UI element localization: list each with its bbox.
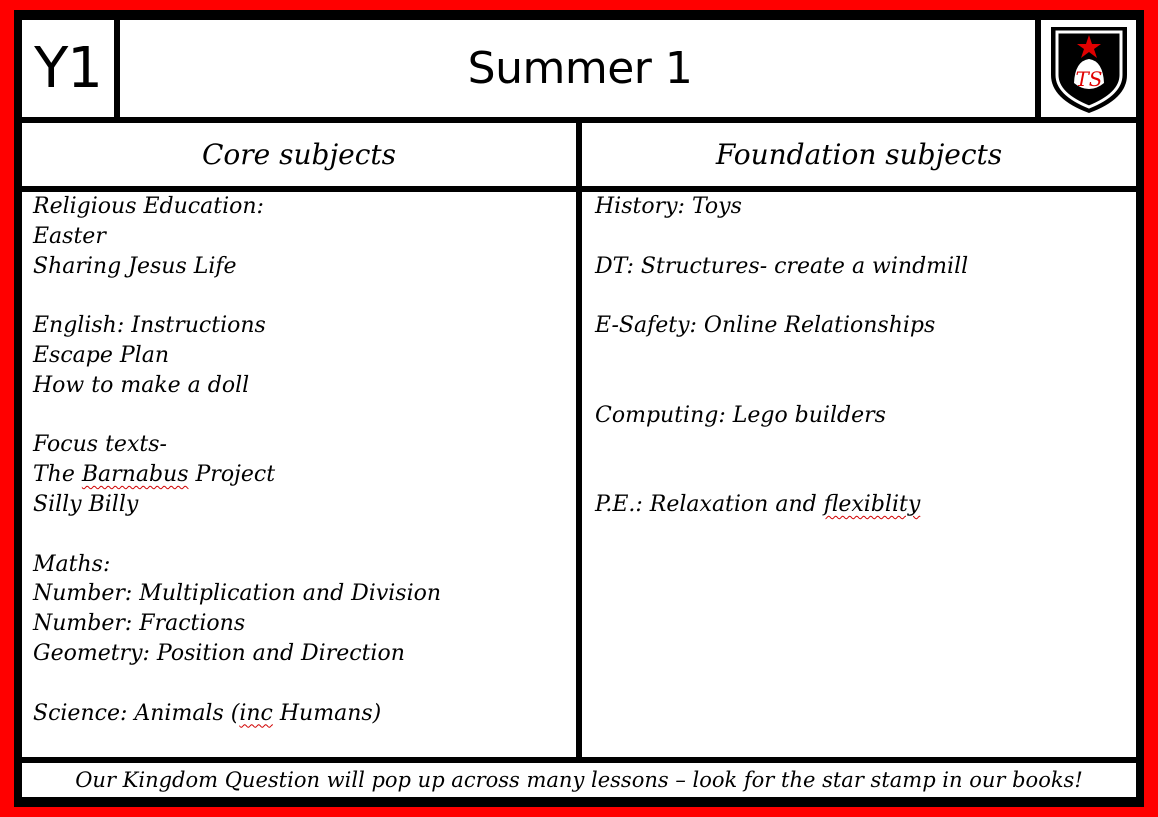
list-item <box>33 460 573 490</box>
school-crest-logo <box>1041 20 1136 117</box>
maths-heading: Maths: <box>33 551 111 577</box>
kingdom-question-footer: Our Kingdom Question will pop up across many lessons – look for the star stamp in our books! <box>75 768 1083 792</box>
core-subjects-list <box>33 192 573 728</box>
english-heading: English: Instructions <box>33 313 266 339</box>
spellcheck-word: inc <box>239 700 273 726</box>
list-item: Escape Plan <box>33 342 170 368</box>
crest-icon <box>1045 23 1133 115</box>
list-item: Silly Billy <box>33 491 139 517</box>
list-item: How to make a doll <box>33 372 250 398</box>
science-item <box>33 699 573 729</box>
dt-item: DT: Structures- create a windmill <box>595 253 969 279</box>
term-title: Summer 1 <box>467 43 693 94</box>
computing-item: Computing: Lego builders <box>595 402 886 428</box>
pe-item <box>595 490 1125 520</box>
list-item: Number: Fractions <box>33 611 246 637</box>
foundation-subjects-heading: Foundation subjects <box>715 138 1003 171</box>
text-run: The <box>33 462 82 488</box>
spellcheck-word: Barnabus <box>81 462 189 488</box>
list-item: Geometry: Position and Direction <box>33 640 405 666</box>
list-item: Sharing Jesus Life <box>33 253 237 279</box>
divider <box>576 117 582 763</box>
history-item: History: Toys <box>595 194 742 219</box>
list-item: Easter <box>33 223 106 249</box>
text-run: P.E.: Relaxation and <box>595 491 824 517</box>
list-item: Number: Multiplication and Division <box>33 581 442 607</box>
text-run: Science: Animals ( <box>33 700 240 726</box>
text-run: Humans) <box>272 700 382 726</box>
esafety-item: E-Safety: Online Relationships <box>595 313 936 339</box>
re-heading: Religious Education: <box>33 194 264 219</box>
spellcheck-word: flexiblity <box>823 491 921 517</box>
foundation-subjects-list <box>595 192 1125 520</box>
text-run: Project <box>188 462 276 488</box>
year-label: Y1 <box>34 36 102 101</box>
curriculum-sheet <box>22 20 1136 797</box>
svg-text:TS: TS <box>1074 66 1103 91</box>
core-subjects-heading: Core subjects <box>201 138 397 171</box>
focus-texts-heading: Focus texts- <box>33 432 167 458</box>
